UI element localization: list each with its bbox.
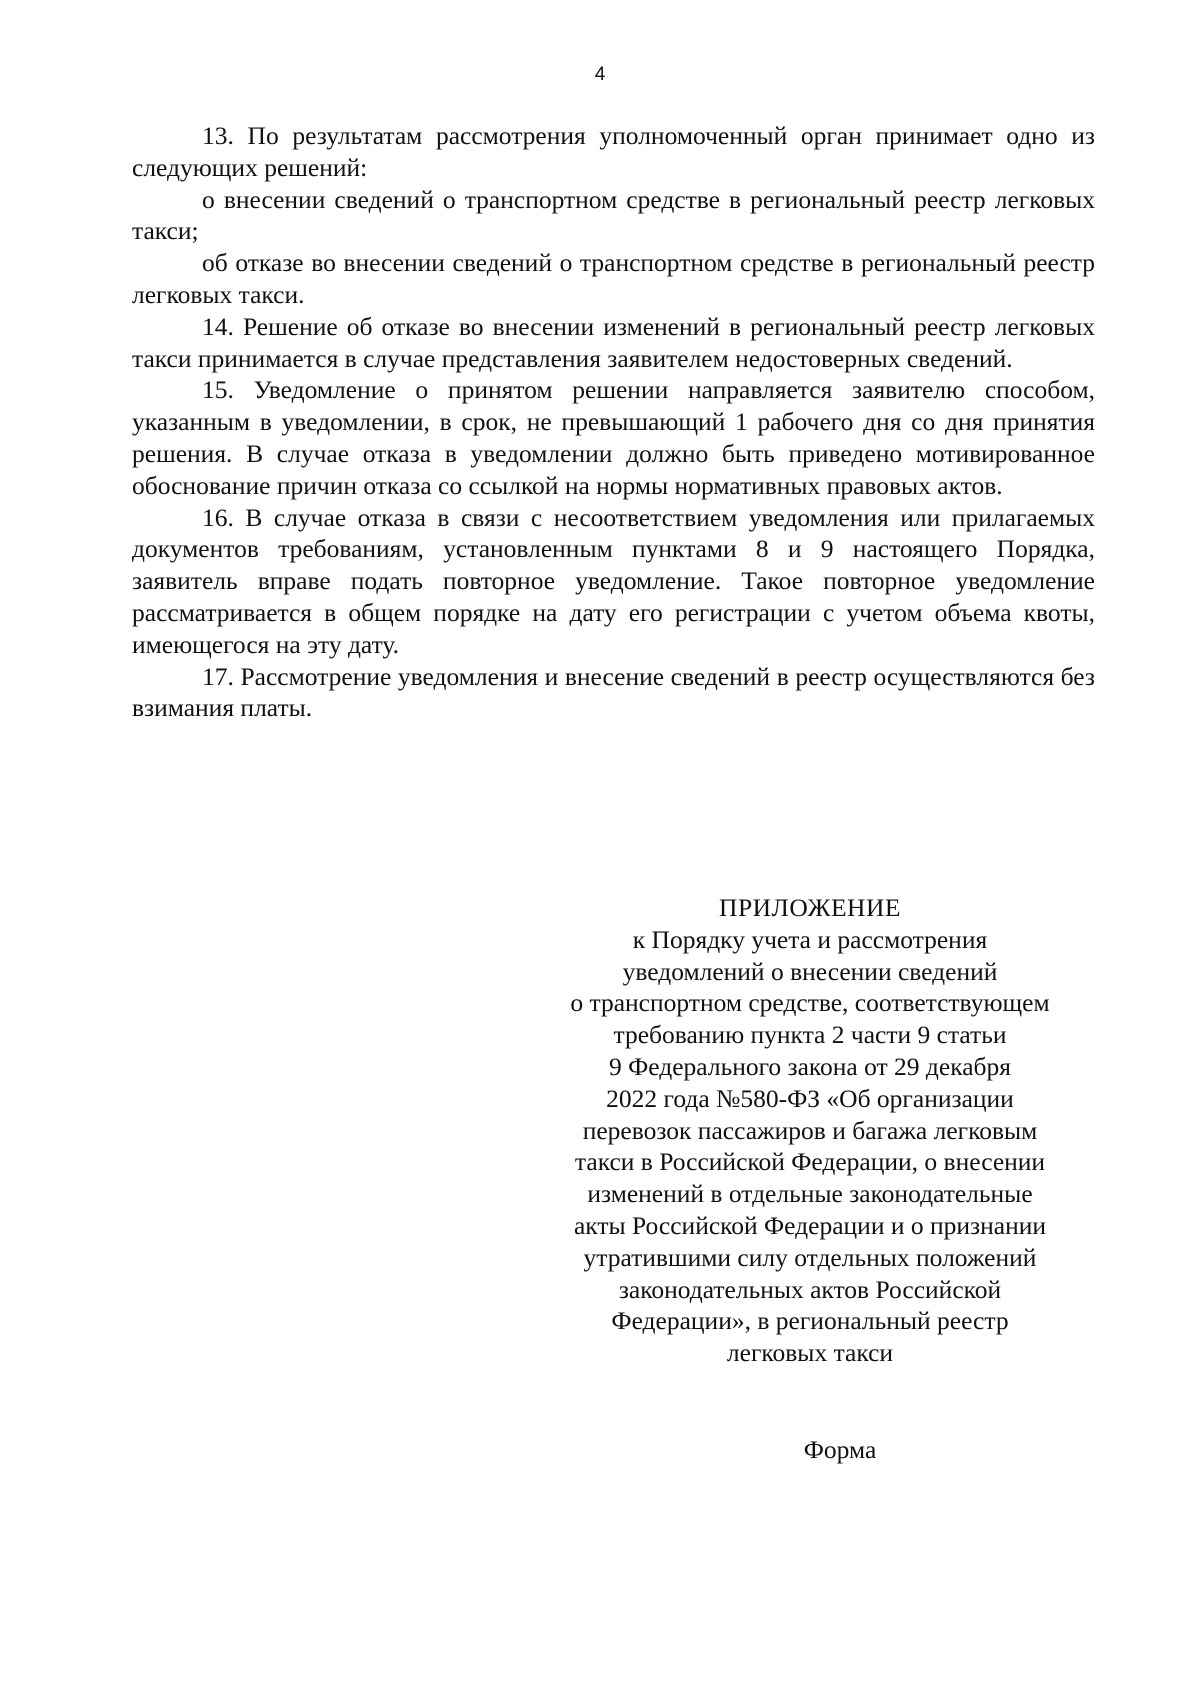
- paragraph-17: 17. Рассмотрение уведомления и внесение сведений в реестр осуществляются без взимания платы.: [132, 661, 1095, 723]
- paragraph-16: 16. В случае отказа в связи с несоответствием уведомления или прилагаемых документов требованиям, установленным пунктами 8 и 9 настоящего Порядка, заявитель вправе подать повторное уведомление. Такое повторное уведомление рассматривается в общем порядке на дату его регистрации с учетом объема квоты, имеющегося на эту дату.: [132, 502, 1095, 659]
- paragraph-13-option-1: о внесении сведений о транспортном средстве в региональный реестр легковых такси;: [132, 184, 1095, 246]
- appendix-line: легковых такси: [726, 1338, 894, 1368]
- appendix-line: такси в Российской Федерации, о внесении: [574, 1147, 1046, 1177]
- paragraph-15: 15. Уведомление о принятом решении направляется заявителю способом, указанным в уведомлении, в срок, не превышающий 1 рабочего дня со дня принятия решения. В случае отказа в уведомлении должно быть приведено мотивированное обоснование причин отказа со ссылкой на нормы нормативных правовых актов.: [132, 375, 1095, 500]
- form-label: Форма: [803, 1435, 877, 1464]
- appendix-line: законодательных актов Российской: [618, 1274, 1002, 1304]
- appendix-line: о транспортном средстве, соответствующем: [570, 988, 1050, 1018]
- page-number: 4: [594, 64, 606, 85]
- appendix-block: [530, 892, 1090, 1369]
- appendix-line: к Порядку учета и рассмотрения: [632, 924, 988, 954]
- paragraph-14: 14. Решение об отказе во внесении изменений в региональный реестр легковых такси принимается в случае представления заявителем недостоверных сведений.: [132, 311, 1095, 373]
- appendix-line: утратившими силу отдельных положений: [583, 1242, 1037, 1272]
- appendix-line: перевозок пассажиров и багажа легковым: [582, 1115, 1038, 1145]
- appendix-line: 2022 года №580-ФЗ «Об организации: [606, 1083, 1014, 1113]
- appendix-title: ПРИЛОЖЕНИЕ: [719, 893, 901, 922]
- appendix-line: уведомлений о внесении сведений: [622, 956, 998, 986]
- appendix-line: Федерации», в региональный реестр: [611, 1306, 1009, 1336]
- paragraph-13: 13. По результатам рассмотрения уполномоченный орган принимает одно из следующих решений:: [132, 121, 1095, 182]
- appendix-line: требованию пункта 2 части 9 статьи: [613, 1020, 1007, 1050]
- appendix-line: изменений в отдельные законодательные: [587, 1179, 1033, 1209]
- paragraph-13-option-2: об отказе во внесении сведений о транспортном средстве в региональный реестр легковых такси.: [132, 248, 1095, 309]
- main-text: [132, 120, 1095, 724]
- appendix-line: 9 Федерального закона от 29 декабря: [609, 1051, 1011, 1081]
- appendix-line: акты Российской Федерации и о признании: [573, 1210, 1047, 1240]
